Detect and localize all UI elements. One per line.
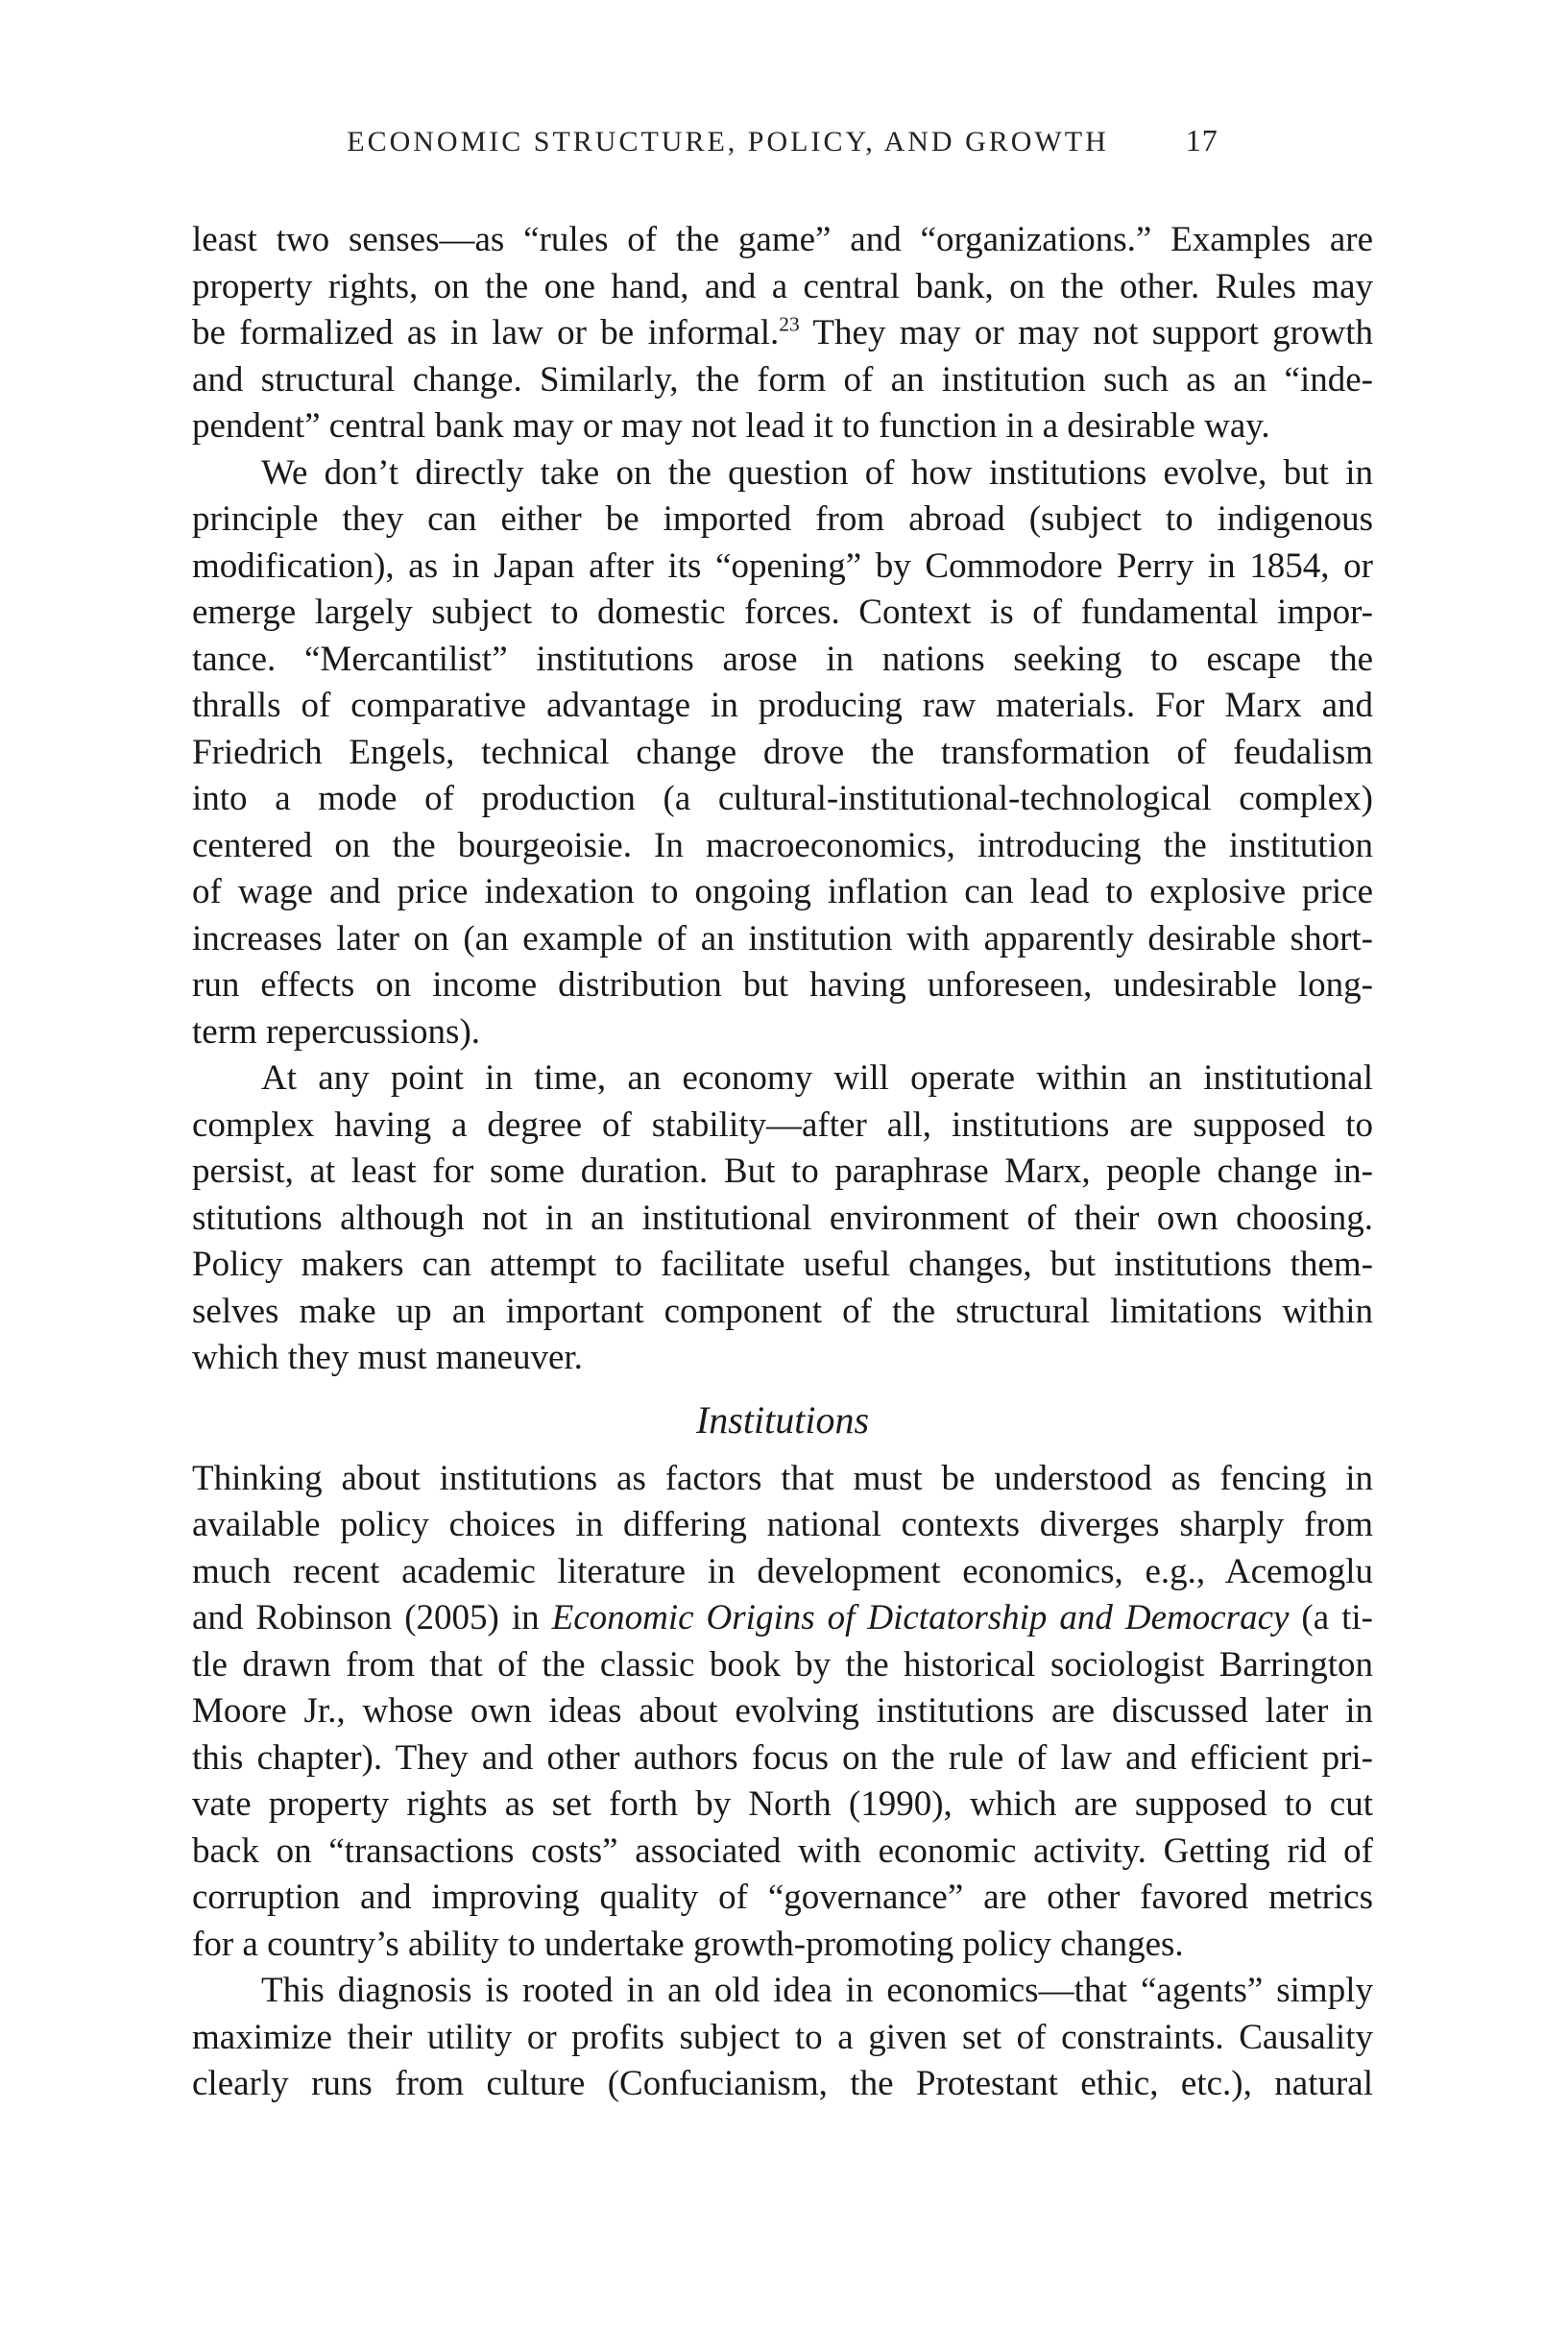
text-line: this chapter). They and other authors focus on the rule of law and efficient pri- (192, 1737, 1373, 1778)
text-line: property rights, on the one hand, and a central bank, on the other. Rules may (192, 266, 1373, 306)
text-line: be formalized as in law or be informal.$^{23}$ They may or may not support growth (192, 312, 1374, 352)
text-line: stitutions although not in an institutional environment of their own choosing. (192, 1198, 1373, 1238)
text-line: We don’t directly take on the question of how institutions evolve, but in (261, 452, 1373, 493)
text-line: pendent” central bank may or may not lead it to function in a desirable way. (192, 406, 1270, 446)
text-line: and Robinson (2005) in Economic Origins of Dictatorship and Democracy (a ti- (192, 1598, 1374, 1637)
text-line: Policy makers can attempt to facilitate useful changes, but institutions them- (192, 1245, 1373, 1284)
text-line: much recent academic literature in development economics, e.g., Acemoglu (192, 1551, 1373, 1591)
text-line: Friedrich Engels, technical change drove the transformation of feudalism (192, 732, 1373, 772)
paragraph (192, 217, 1373, 450)
text-line: maximize their utility or profits subject to a given set of constraints. Causality (192, 2017, 1373, 2057)
paragraph (192, 1055, 1373, 1382)
text-line: vate property rights as set forth by North (1990), which are supposed to cut (192, 1784, 1373, 1824)
paragraph (192, 1968, 1373, 2108)
page-header (192, 123, 1373, 158)
text-line: This diagnosis is rooted in an old idea in economics—that “agents” simply (261, 1971, 1373, 2010)
text-line: of wage and price indexation to ongoing inflation can lead to explosive price (192, 872, 1373, 911)
paragraph (192, 1456, 1373, 1969)
text-line: selves make up an important component of the structural limitations within (192, 1291, 1373, 1331)
text-line: emerge largely subject to domestic forces. Context is of fundamental impor- (192, 593, 1373, 632)
text-line: At any point in time, an economy will operate within an institutional (261, 1058, 1373, 1098)
text-line: least two senses—as “rules of the game” and “organizations.” Examples are (192, 220, 1373, 259)
paragraph (192, 450, 1373, 1056)
text-line: principle they can either be imported from abroad (subject to indigenous (192, 499, 1373, 539)
text-line: clearly runs from culture (Confucianism, the Protestant ethic, etc.), natural (192, 2064, 1373, 2103)
text-line: complex having a degree of stability—after all, institutions are supposed to (192, 1104, 1373, 1145)
text-line: persist, at least for some duration. But to paraphrase Marx, people change in- (192, 1152, 1373, 1191)
text-line: tle drawn from that of the classic book by the historical sociologist Barrington (192, 1644, 1373, 1685)
text-line: modification), as in Japan after its “opening” by Commodore Perry in 1854, or (192, 546, 1373, 586)
text-line: and structural change. Similarly, the form of an institution such as an “inde- (192, 359, 1373, 400)
page-number: 17 (1185, 123, 1218, 158)
section-heading: Institutions (695, 1397, 870, 1442)
text-line: available policy choices in differing national contexts diverges sharply from (192, 1505, 1373, 1544)
text-line: run effects on income distribution but having unforeseen, undesirable long- (192, 965, 1373, 1005)
running-head: ECONOMIC STRUCTURE, POLICY, AND GROWTH (347, 126, 1109, 158)
text-line: thralls of comparative advantage in producing raw materials. For Marx and (192, 686, 1373, 725)
text-line: increases later on (an example of an institution with apparently desirable short- (192, 918, 1373, 958)
text-line: into a mode of production (a cultural-institutional-technological complex) (192, 779, 1373, 818)
text-line: Moore Jr., whose own ideas about evolving institutions are discussed later in (192, 1691, 1373, 1731)
page-body (192, 217, 1373, 2108)
text-line: back on “transactions costs” associated with economic activity. Getting rid of (192, 1831, 1373, 1871)
text-line: centered on the bourgeoisie. In macroeconomics, introducing the institution (192, 825, 1373, 865)
text-line: for a country’s ability to undertake growth-promoting policy changes. (192, 1924, 1184, 1964)
text-line: corruption and improving quality of “governance” are other favored metrics (192, 1878, 1373, 1917)
text-line: term repercussions). (192, 1011, 481, 1052)
text-line: which they must maneuver. (192, 1338, 583, 1377)
text-line: Thinking about institutions as factors that must be understood as fencing in (192, 1458, 1373, 1498)
text-line: tance. “Mercantilist” institutions arose in nations seeking to escape the (192, 639, 1373, 679)
